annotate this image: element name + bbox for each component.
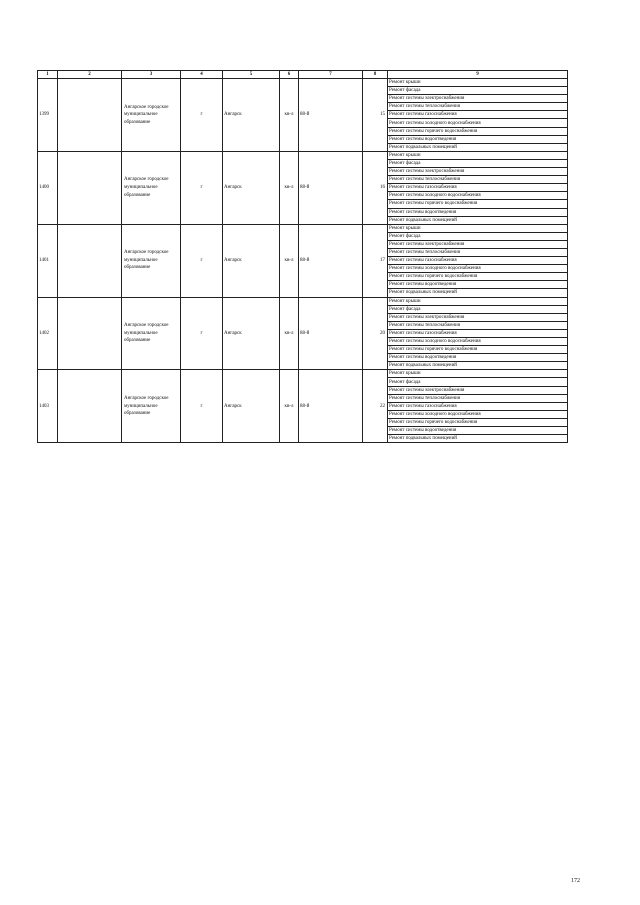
table-row — [38, 297, 568, 305]
header-cell-5: 5 — [223, 71, 280, 79]
house-number-cell: 20 — [363, 297, 388, 370]
repair-work-cell: Ремонт системы электроснабжения — [388, 95, 568, 103]
table-row — [38, 79, 568, 87]
repair-work-cell: Ремонт подвальных помещений — [388, 143, 568, 151]
repair-work-cell: Ремонт системы водоотведения — [388, 208, 568, 216]
column-2-cell — [58, 79, 122, 152]
repair-work-cell: Ремонт крыши — [388, 297, 568, 305]
repair-work-cell: Ремонт системы газоснабжения — [388, 257, 568, 265]
table-body — [38, 79, 568, 443]
repair-work-cell: Ремонт крыши — [388, 151, 568, 159]
repair-work-cell: Ремонт фасада — [388, 378, 568, 386]
column-2-cell — [58, 151, 122, 224]
repair-work-cell: Ремонт системы газоснабжения — [388, 402, 568, 410]
row-number-cell: 1403 — [38, 370, 58, 443]
repair-work-cell: Ремонт системы горячего водоснабжения — [388, 200, 568, 208]
repair-table — [37, 70, 568, 443]
repair-work-cell: Ремонт системы горячего водоснабжения — [388, 418, 568, 426]
repair-work-cell: Ремонт системы электроснабжения — [388, 240, 568, 248]
repair-work-cell: Ремонт системы водоотведения — [388, 281, 568, 289]
settlement-type-cell: г — [181, 151, 223, 224]
repair-work-cell: Ремонт системы горячего водоснабжения — [388, 273, 568, 281]
street-type-cell: кв-л — [280, 151, 299, 224]
column-2-cell — [58, 370, 122, 443]
header-cell-8: 8 — [363, 71, 388, 79]
repair-work-cell: Ремонт системы холодного водоснабжения — [388, 410, 568, 418]
repair-work-cell: Ремонт фасада — [388, 87, 568, 95]
header-cell-7: 7 — [299, 71, 363, 79]
street-cell: 88-й — [299, 224, 363, 297]
settlement-type-cell: г — [181, 79, 223, 152]
repair-work-cell: Ремонт системы горячего водоснабжения — [388, 127, 568, 135]
municipality-cell: Ангарское городское муниципальное образование — [122, 297, 181, 370]
street-cell: 88-й — [299, 370, 363, 443]
city-cell: Ангарск — [223, 224, 280, 297]
settlement-type-cell: г — [181, 297, 223, 370]
repair-work-cell: Ремонт фасада — [388, 305, 568, 313]
repair-work-cell: Ремонт фасада — [388, 232, 568, 240]
row-number-cell: 1399 — [38, 79, 58, 152]
street-type-cell: кв-л — [280, 370, 299, 443]
street-cell: 88-й — [299, 297, 363, 370]
repair-work-cell: Ремонт подвальных помещений — [388, 435, 568, 443]
repair-work-cell: Ремонт подвальных помещений — [388, 289, 568, 297]
repair-work-cell: Ремонт системы газоснабжения — [388, 329, 568, 337]
repair-work-cell: Ремонт системы водоотведения — [388, 427, 568, 435]
table-row — [38, 370, 568, 378]
column-2-cell — [58, 297, 122, 370]
repair-work-cell: Ремонт системы теплоснабжения — [388, 248, 568, 256]
row-number-cell: 1401 — [38, 224, 58, 297]
city-cell: Ангарск — [223, 79, 280, 152]
repair-work-cell: Ремонт системы холодного водоснабжения — [388, 192, 568, 200]
repair-work-cell: Ремонт крыши — [388, 224, 568, 232]
row-number-cell: 1402 — [38, 297, 58, 370]
repair-work-cell: Ремонт системы холодного водоснабжения — [388, 338, 568, 346]
table-header-row — [38, 71, 568, 79]
repair-work-cell: Ремонт системы электроснабжения — [388, 313, 568, 321]
house-number-cell: 16 — [363, 151, 388, 224]
repair-work-cell: Ремонт системы газоснабжения — [388, 111, 568, 119]
repair-work-cell: Ремонт системы теплоснабжения — [388, 394, 568, 402]
repair-work-cell: Ремонт крыши — [388, 370, 568, 378]
repair-work-cell: Ремонт фасада — [388, 159, 568, 167]
municipality-cell: Ангарское городское муниципальное образование — [122, 224, 181, 297]
header-cell-3: 3 — [122, 71, 181, 79]
municipality-cell: Ангарское городское муниципальное образование — [122, 79, 181, 152]
header-cell-4: 4 — [181, 71, 223, 79]
street-type-cell: кв-л — [280, 79, 299, 152]
column-2-cell — [58, 224, 122, 297]
repair-work-cell: Ремонт системы теплоснабжения — [388, 176, 568, 184]
header-cell-9: 9 — [388, 71, 568, 79]
table-row — [38, 151, 568, 159]
repair-work-cell: Ремонт системы теплоснабжения — [388, 321, 568, 329]
repair-work-cell: Ремонт системы водоотведения — [388, 354, 568, 362]
city-cell: Ангарск — [223, 297, 280, 370]
repair-work-cell: Ремонт подвальных помещений — [388, 362, 568, 370]
row-number-cell: 1400 — [38, 151, 58, 224]
repair-work-cell: Ремонт системы газоснабжения — [388, 184, 568, 192]
header-cell-6: 6 — [280, 71, 299, 79]
repair-work-cell: Ремонт системы электроснабжения — [388, 168, 568, 176]
house-number-cell: 17 — [363, 224, 388, 297]
repair-work-cell: Ремонт системы электроснабжения — [388, 386, 568, 394]
city-cell: Ангарск — [223, 151, 280, 224]
house-number-cell: 22 — [363, 370, 388, 443]
settlement-type-cell: г — [181, 224, 223, 297]
repair-work-cell: Ремонт подвальных помещений — [388, 216, 568, 224]
header-cell-2: 2 — [58, 71, 122, 79]
repair-work-cell: Ремонт крыши — [388, 79, 568, 87]
page-number: 172 — [571, 878, 580, 884]
repair-work-cell: Ремонт системы холодного водоснабжения — [388, 265, 568, 273]
street-type-cell: кв-л — [280, 224, 299, 297]
repair-work-cell: Ремонт системы теплоснабжения — [388, 103, 568, 111]
city-cell: Ангарск — [223, 370, 280, 443]
repair-work-cell: Ремонт системы холодного водоснабжения — [388, 119, 568, 127]
municipality-cell: Ангарское городское муниципальное образование — [122, 370, 181, 443]
street-type-cell: кв-л — [280, 297, 299, 370]
house-number-cell: 15 — [363, 79, 388, 152]
street-cell: 88-й — [299, 79, 363, 152]
municipality-cell: Ангарское городское муниципальное образование — [122, 151, 181, 224]
repair-work-cell: Ремонт системы горячего водоснабжения — [388, 346, 568, 354]
table-row — [38, 224, 568, 232]
repair-work-cell: Ремонт системы водоотведения — [388, 135, 568, 143]
header-cell-1: 1 — [38, 71, 58, 79]
street-cell: 88-й — [299, 151, 363, 224]
settlement-type-cell: г — [181, 370, 223, 443]
